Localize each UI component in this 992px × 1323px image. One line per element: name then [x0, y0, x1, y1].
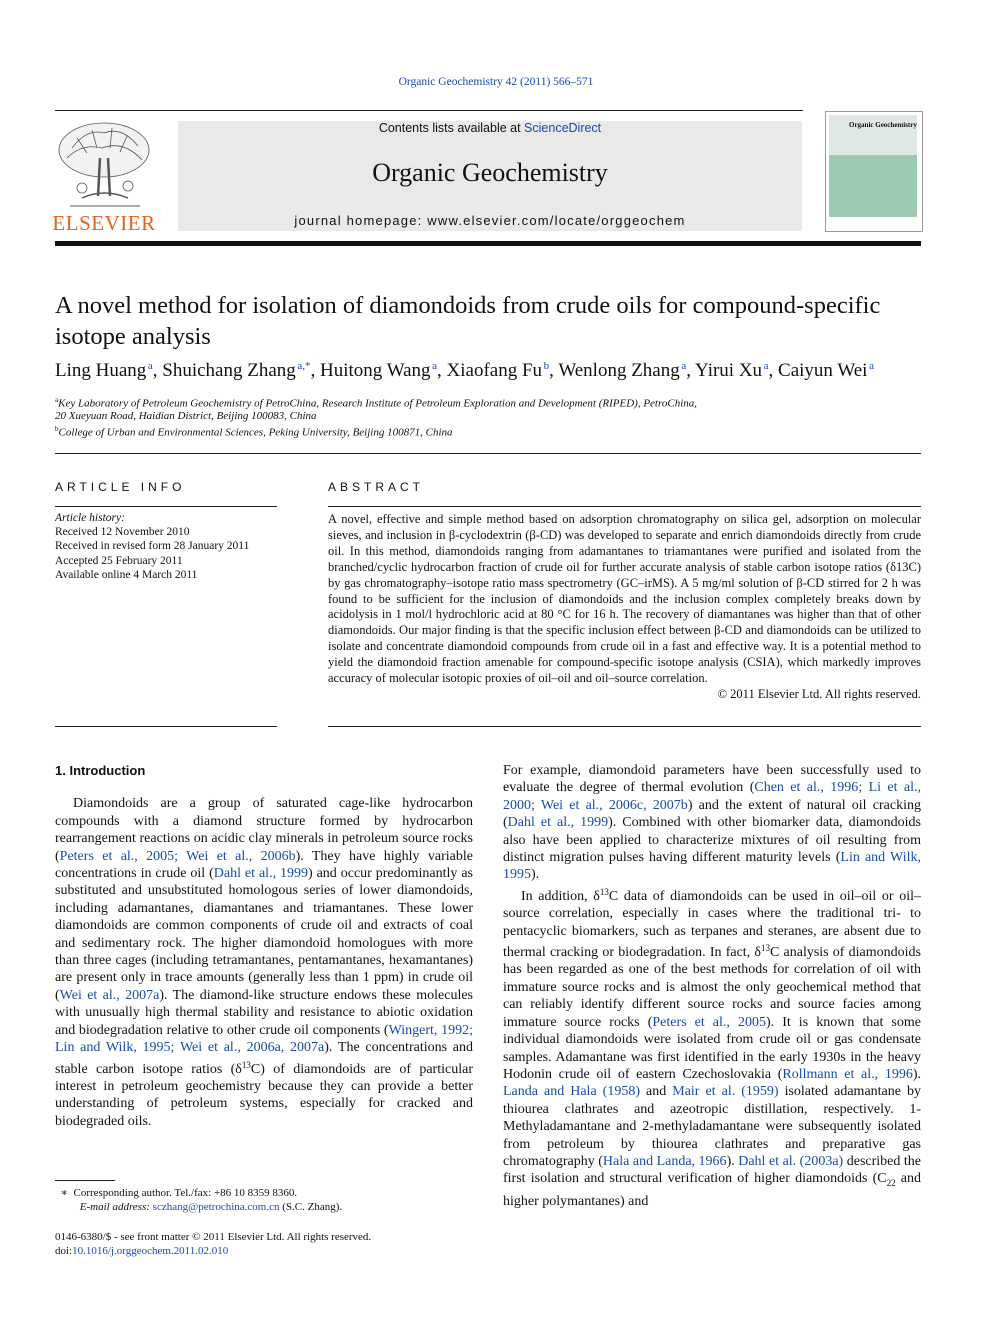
divider: [55, 506, 277, 507]
email-label: E-mail address:: [79, 1201, 153, 1213]
header-thick-rule: [55, 241, 921, 246]
text-run: C data of diamondoids can be used in oil–oil or oil–source correlation, especially in cases where the traditional tri- to pentacyclic biomarkers, such as terpanes and steranes, are absent due to thermal cracking or biodegradation. In fact, δ: [503, 888, 921, 961]
email-link[interactable]: sczhang@petrochina.com.cn: [152, 1201, 280, 1213]
citation-link[interactable]: Mair et al. (1959): [672, 1084, 779, 1100]
contents-available-line: [178, 121, 802, 135]
divider: [328, 726, 921, 727]
citation-link[interactable]: Dahl et al., 1999: [213, 866, 308, 882]
history-label: Article history:: [55, 512, 125, 524]
abstract-text: A novel, effective and simple method based on adsorption chromatography on silica gel, adsorption on molecular sieves, and inclusion in β-cyclodextrin (β-CD) was developed to separate and enrich diamondoids directly from crude oil. In this method, diamondoids ranging from adamantanes to triamantanes were purified and isolated from the branched/cyclic hydrocarbon fraction of crude oil for further accurate analysis of stable carbon isotope ratios (δ13C) by gas chromatography–isotope ratio mass spectrometry (GC–irMS). A 5 mg/ml solution of β-CD stirred for 2 h was found to be sufficient for the inclusion of diamondoids and the inclusion complex completely breaks down by acidolysis in 1 mol/l hydrochloric acid at 80 °C for 16 h. The recovery of diamantanes was higher than that of other diamondoids. Our major finding is that the specific inclusion effect between β-CD and diamondoids can be utilized to isolate and concentrate diamondoid compounds from crude oil in a fast and effective way. It is a potential method to yield the diamondoid fraction amenable for compound-specific isotope analysis (CSIA), which markedly improves accuracy of molecular isotopic proxies of oil–oil and oil–source correlation.: [328, 512, 921, 686]
article-title: A novel method for isolation of diamondoids from crude oils for compound-specific isotope analysis: [55, 292, 881, 350]
text-run: and: [640, 1084, 673, 1100]
abstract-body: [328, 512, 921, 703]
cover-green-block: [829, 155, 917, 217]
text-run: ).: [912, 1066, 921, 1082]
banner-text-area: [178, 0, 802, 240]
paragraph: [503, 762, 921, 884]
citation-link[interactable]: Rollmann et al., 1996: [782, 1066, 913, 1082]
text-run: ).: [531, 867, 540, 883]
author: Ling Huang: [55, 360, 147, 381]
citation-link[interactable]: Chen et al., 1996; Li et al., 2000; Wei et al., 2006c, 2007b: [503, 780, 921, 813]
affiliation-text: Key Laboratory of Petroleum Geochemistry of PetroChina, Research Institute of Petroleum Exploration and Development (RIPED), PetroChina,: [58, 397, 698, 410]
doi-link[interactable]: 10.1016/j.orggeochem.2011.02.010: [72, 1245, 229, 1257]
citation-link[interactable]: Wei et al., 2007a: [59, 987, 160, 1003]
left-column: [55, 762, 473, 1130]
affiliation-label: a: [55, 396, 59, 404]
superscript: 13: [760, 943, 770, 954]
citation-link[interactable]: Lin and Wilk, 1995: [503, 850, 921, 883]
citation-link[interactable]: Dahl et al., 1999: [507, 815, 609, 831]
history-received: Received 12 November 2010: [55, 526, 190, 539]
subscript: 22: [886, 1178, 896, 1189]
affiliation-label: b: [55, 425, 59, 433]
author-affil-marker[interactable]: a,*: [297, 360, 311, 372]
text-run: ). They have highly variable concentrations in crude oil (: [55, 848, 473, 882]
author: Huitong Wang: [320, 360, 431, 381]
article-history: [55, 511, 277, 582]
elsevier-logo: [52, 118, 156, 238]
footnote-rule: [55, 1180, 115, 1181]
text-run: ). The concentrations and stable carbon isotope ratios (δ: [55, 1040, 473, 1077]
issn-line: 0146-6380/$ - see front matter © 2011 Elsevier Ltd. All rights reserved.: [55, 1231, 372, 1243]
email-note: [55, 1201, 342, 1213]
elsevier-tree-icon: [52, 118, 156, 213]
text-run: isolated adamantane by thiourea clathrates and azeotropic distillation, respectively. 1-Methyladamantane and 2-methyladamantane were subsequently isolated from petroleum by thiourea clathrates and preparative gas chromatography (: [503, 1084, 921, 1169]
email-suffix: (S.C. Zhang).: [279, 1201, 343, 1213]
superscript: 13: [241, 1059, 251, 1070]
text-run: ). It is known that some individual diamondoids were isolated from crude oil or gas condensate samples. Adamantane was first identified in the early 1930s in the heavy Hodonin crude oil of eastern Czechoslovakia (: [503, 1014, 921, 1082]
text-run: ). Combined with other biomarker data, diamondoids also have been applied to characterize mixtures of oil resulting from distinct migration pulses having different maturity levels (: [503, 815, 922, 866]
citation-link[interactable]: Peters et al., 2005; Wei et al., 2006b: [59, 848, 296, 864]
history-online: Available online 4 March 2011: [55, 568, 198, 581]
affiliation-a-line2: 20 Xueyuan Road, Haidian District, Beijing 100083, China: [55, 410, 317, 422]
article-info-heading: ARTICLE INFO: [55, 480, 186, 494]
superscript: 13: [599, 886, 609, 897]
cover-title: Organic Geochemistry: [849, 121, 917, 129]
author: Xiaofang Fu: [446, 360, 543, 381]
author-list: Ling Huang $^a$, Shuichang Zhang $^{a,*}$, Huitong Wang $^a$, Xiaofang Fu $^b$, Wenlong Zhang $^a$, Yirui Xu $^a$, Caiyun Wei $^a$: [55, 360, 874, 381]
text-run: For example, diamondoid parameters have been successfully used to evaluate the degree of thermal evolution (: [503, 763, 921, 796]
journal-title: Organic Geochemistry: [372, 158, 608, 187]
text-run: described the first isolation and structural verification of higher diamondoids (C: [503, 1153, 921, 1187]
divider: [328, 506, 921, 507]
citation-link[interactable]: Landa and Hala (1958): [503, 1084, 640, 1100]
text-run: In addition, δ: [521, 888, 600, 904]
divider: [55, 453, 921, 454]
text-run: and higher polymantanes) and: [503, 1171, 922, 1209]
text-run: ). The diamond-like structure endows these molecules with unusually high thermal stability and resistance to abiotic oxidation and biodegradation relative to other crude oil components (: [55, 987, 473, 1038]
section-heading: 1. Introduction: [55, 763, 146, 778]
doi-line: [55, 1245, 228, 1257]
affiliation-text: College of Urban and Environmental Sciences, Peking University, Beijing 100871, China: [58, 426, 453, 439]
text-run: ) and occur predominantly as substituted and unsubstituted homologous series of lower diamondoids, including adamantanes, diamantanes and triamantanes. These lower diamondoids are common components of crude oil and extracts of coal and sedimentary rock. The higher diamondoid homologues with more than three cages (including tetramantanes, pentamantanes, hexamantanes) are present only in trace amounts (generally less than 1 ppm) in crude oil (: [55, 866, 473, 1003]
history-revised: Received in revised form 28 January 2011: [55, 540, 250, 553]
affiliation-b: [55, 425, 453, 439]
author: Yirui Xu: [695, 360, 763, 381]
author: Caiyun Wei: [778, 360, 868, 381]
author-affil-marker[interactable]: a: [869, 360, 874, 372]
contents-prefix: Contents lists available at: [378, 121, 525, 135]
author: Wenlong Zhang: [558, 360, 680, 381]
citation-link[interactable]: Dahl et al. (2003a): [738, 1153, 844, 1169]
paragraph: [503, 884, 921, 1210]
right-column: [503, 762, 921, 1210]
affiliation-a: [55, 396, 697, 410]
abstract-heading: ABSTRACT: [328, 480, 425, 494]
author: Shuichang Zhang: [162, 360, 296, 381]
corresponding-author-note: ∗ Corresponding author. Tel./fax: +86 10 8359 8360.: [55, 1187, 298, 1199]
footnote-text: Corresponding author. Tel./fax: +86 10 8359 8360.: [73, 1187, 298, 1199]
citation-link[interactable]: Wingert, 1992; Lin and Wilk, 1995; Wei et al., 2006a, 2007a: [55, 1022, 473, 1056]
doi-label: doi:: [55, 1245, 73, 1257]
text-run: Diamondoids are a group of saturated cage-like hydrocarbon compounds with a diamond structure formed by hydrocarbon rearrangement reactions on acidic clay minerals in petroleum source rocks (: [55, 796, 473, 864]
divider: [55, 726, 277, 727]
author-affil-marker[interactable]: a: [432, 360, 438, 372]
cover-header: [829, 115, 917, 155]
journal-homepage[interactable]: journal homepage: www.elsevier.com/locate/orggeochem: [294, 213, 686, 228]
paragraph: [55, 795, 473, 1130]
author-affil-marker[interactable]: a: [681, 360, 687, 372]
journal-citation[interactable]: Organic Geochemistry 42 (2011) 566–571: [398, 76, 594, 88]
author-affil-marker[interactable]: a: [147, 360, 153, 372]
abstract-copyright: © 2011 Elsevier Ltd. All rights reserved.: [717, 686, 921, 701]
text-run: C) of diamondoids are of particular interest in petroleum geochemistry because they can provide a better understanding of petroleum systems, especially for cracked and biodegraded oils.: [55, 1061, 473, 1129]
text-run: ) and the extent of natural oil cracking (: [503, 797, 921, 831]
journal-cover-thumbnail: [825, 111, 923, 232]
text-run: ).: [726, 1153, 739, 1169]
citation-link[interactable]: Peters et al., 2005: [652, 1014, 766, 1030]
author-affil-marker[interactable]: a: [763, 360, 769, 372]
publisher-wordmark: ELSEVIER: [52, 211, 156, 235]
author-affil-marker[interactable]: b: [543, 360, 550, 372]
sciencedirect-link[interactable]: ScienceDirect: [524, 121, 602, 135]
history-accepted: Accepted 25 February 2011: [55, 554, 183, 567]
citation-link[interactable]: Hala and Landa, 1966: [602, 1153, 727, 1169]
text-run: C analysis of diamondoids has been regarded as one of the best methods for correlation of oil with immature source rocks and is almost the only geochemical method that can reliably identify different source rocks and source facies among immature source rocks (: [503, 945, 921, 1030]
